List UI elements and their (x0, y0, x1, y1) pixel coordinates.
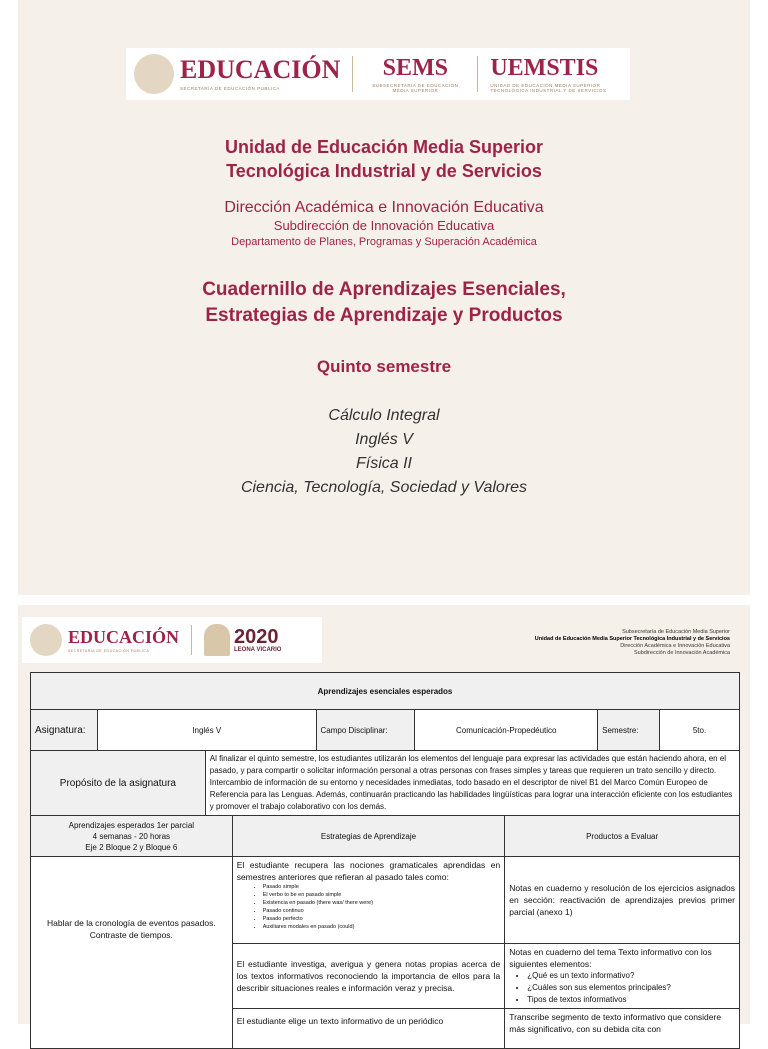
header-line: Unidad de Educación Media Superior Tecnológica Industrial y de Servicios (534, 636, 730, 642)
direction: Dirección Académica e Innovación Educativa (224, 199, 544, 216)
table-title: Aprendizajes esenciales esperados (31, 673, 740, 710)
aprendizaje-cell (31, 857, 233, 1049)
subject: Física II (355, 455, 412, 472)
header-line: Subsecretaría de Educación Media Superior (622, 629, 730, 635)
list-item: • El verbo to be en pasado simple (263, 891, 501, 899)
unit-line-2: Tecnológica Industrial y de Servicios (226, 161, 542, 181)
grammar-list (263, 883, 501, 931)
producto-cell: Transcribe segmento de texto informativo que considere más significativo, con su debida cita con (505, 1009, 740, 1049)
col-aprendizajes-header (31, 816, 233, 857)
document-title (18, 277, 750, 329)
leona-vicario-label: LEONA VICARIO (234, 647, 282, 653)
aprendizaje-line: Contraste de tiempos. (89, 930, 173, 940)
producto-cell (505, 944, 740, 1009)
uemstis-logo: UEMSTIS (490, 54, 599, 81)
col-estrategias-header: Estrategias de Aprendizaje (232, 816, 505, 857)
list-item: • Tipos de textos informativos (527, 994, 735, 1006)
header-right (535, 629, 730, 657)
divider (352, 56, 353, 92)
divider (191, 625, 192, 655)
mexico-seal-icon (30, 624, 62, 656)
list-item: • Pasado perfecto (263, 915, 501, 923)
producto-text: Notas en cuaderno del tema Texto informativo con los siguientes elementos: (509, 947, 712, 969)
col-productos-header: Productos a Evaluar (505, 816, 740, 857)
campo-value: Comunicación-Propedéutico (415, 710, 598, 751)
unit-title (18, 135, 750, 183)
mexico-seal-icon (134, 54, 174, 94)
title-line-1: Cuadernillo de Aprendizajes Esenciales, (202, 279, 566, 300)
proposito-label: Propósito de la asignatura (31, 751, 206, 816)
campo-label: Campo Disciplinar: (316, 710, 415, 751)
aprendizaje-line: Hablar de la cronología de eventos pasados. (46, 918, 216, 928)
producto-cell: Notas en cuaderno y resolución de los ejercicios asignados en sección: reactivación de aprendizajes previos primer parcial (anexo 1) (505, 857, 740, 944)
leona-vicario-portrait-icon (204, 624, 230, 656)
estrategia-cell (232, 857, 505, 944)
subject: Ciencia, Tecnología, Sociedad y Valores (240, 479, 528, 496)
list-item: • Auxiliares modales en pasado (could) (263, 923, 501, 931)
subdirection: Subdirección de Innovación Educativa (273, 218, 495, 233)
sems-sub: SUBSECRETARÍA DE EDUCACIÓN MEDIA SUPERIOR (372, 82, 459, 93)
department: Departamento de Planes, Programas y Superación Académica (231, 236, 537, 248)
producto-list (527, 970, 735, 1006)
educacion-logo: EDUCACIÓN (68, 626, 180, 647)
asignatura-value: Inglés V (97, 710, 316, 751)
list-item: • ¿Qué es un texto informativo? (527, 970, 735, 982)
educacion-logo: EDUCACIÓN (180, 55, 341, 84)
subject: Inglés V (355, 431, 413, 448)
year-logo: 2020 (234, 626, 279, 648)
asignatura-label: Asignatura: (31, 710, 98, 751)
sems-logo: SEMS (382, 54, 449, 81)
header-line: Subdirección de Innovación Académica (633, 650, 730, 656)
cover-logo-bar (126, 48, 630, 100)
estrategia-cell: El estudiante investiga, averigua y genera notas propias acerca de los textos informativos reconociendo la importancia de ellos para la describir situaciones reales e información veraz y precisa. (232, 944, 505, 1009)
table-row (31, 857, 740, 944)
estrategia-cell: El estudiante elige un texto informativo de un periódico (232, 1009, 505, 1049)
list-item: • Pasado simple (263, 883, 501, 891)
proposito-text: Al finalizar el quinto semestre, los estudiantes utilizarán los elementos del lenguaje para expresar las actividades que están haciendo ahora, en el pasado, y para compartir o solicitar información personal a otras personas con frases simples y tareas que requieren un trato sencillo y directo. Intercambio de información de su entorno y necesidades inmediatas, todo basado en el descriptor de nivel B1 del Marco Común Europeo de Referencia para las Lenguas. Además, continuarán practicando las habilidades lingüísticas para lograr una interacción eficiente con los estudiantes y promover el trabajo colaborativo con los demás. (205, 751, 739, 816)
cover-page (18, 0, 750, 595)
list-item: • Existencia en pasado (there was/ there were) (263, 899, 501, 907)
header-line: 4 semanas - 20 horas (92, 831, 171, 841)
header-line: Aprendizajes esperados 1er parcial (68, 820, 195, 830)
title-line-2: Estrategias de Aprendizaje y Productos (205, 305, 563, 326)
list-item: • Pasado continuo (263, 907, 501, 915)
educacion-sub: SECRETARÍA DE EDUCACIÓN PÚBLICA (180, 86, 280, 91)
divider (477, 56, 478, 92)
header-line: Eje 2 Bloque 2 y Bloque 6 (85, 842, 178, 852)
semester: Quinto semestre (316, 357, 452, 376)
uemstis-sub: UNIDAD DE EDUCACIÓN MEDIA SUPERIOR TECNOLÓGICA INDUSTRIAL Y DE SERVICIOS (490, 82, 607, 93)
subject-list (18, 404, 750, 500)
estrategia-text: El estudiante recupera las nociones gramaticales aprendidas en semestres anteriores que refieran al pasado tales como: (236, 860, 501, 882)
semestre-value: 5to. (660, 710, 740, 751)
list-item: • ¿Cuáles son sus elementos principales? (527, 982, 735, 994)
semestre-label: Semestre: (598, 710, 660, 751)
essential-learning-table (30, 672, 740, 1049)
page2-logo-bar (22, 617, 322, 663)
header-line: Dirección Académica e Innovación Educativa (620, 643, 730, 649)
educacion-sub: SECRETARÍA DE EDUCACIÓN PÚBLICA (68, 648, 150, 653)
unit-line-1: Unidad de Educación Media Superior (224, 137, 544, 157)
subject: Cálculo Integral (328, 407, 440, 424)
